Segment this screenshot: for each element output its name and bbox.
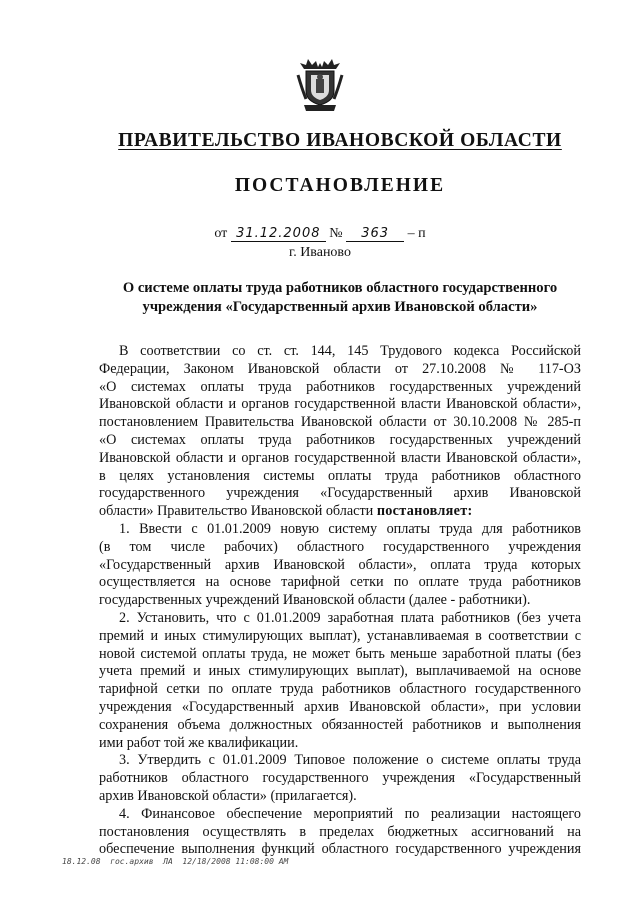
- decree-word: постановляет:: [376, 503, 473, 520]
- body-line: Ивановской области и органов государственной власти Ивановской области»,: [99, 396, 581, 413]
- item1-line: государственных учреждений Ивановской области (далее - работники).: [99, 592, 531, 609]
- item4-line: обеспечение выполнения функций областного государственного учреждения: [99, 841, 581, 858]
- document-type-title: ПОСТАНОВЛЕНИЕ: [234, 175, 446, 196]
- organization-title: ПРАВИТЕЛЬСТВО ИВАНОВСКОЙ ОБЛАСТИ: [118, 130, 562, 151]
- item1-line: осуществляется на основе тарифной сетки по оплате труда работников: [99, 574, 581, 591]
- body-line: государственного учреждения «Государственный архив Ивановской: [99, 485, 581, 502]
- body-line: [99, 503, 581, 521]
- item4-line: постановления осуществлять в пределах бюджетных ассигнований на: [99, 823, 581, 840]
- item1-line: «Государственный архив Ивановской области», оплата труда которых: [99, 556, 581, 573]
- body-line: В соответствии со ст. ст. 144, 145 Трудового кодекса Российской: [119, 343, 581, 359]
- item2-line: новой системой оплаты труда, не может быть меньше заработной платы (без: [99, 645, 581, 662]
- item2-line: 2. Установить, что с 01.01.2009 заработная плата работников (без учета: [119, 609, 581, 626]
- item1-line: (в том числе рабочих) областного государственного учреждения: [99, 538, 581, 555]
- body-line: Федерации, Законом Ивановской области от 27.10.2008 № 117-ОЗ: [99, 360, 581, 377]
- number-prefix: №: [329, 226, 343, 241]
- number-suffix: – п: [407, 226, 426, 241]
- body-line: «О системах оплаты труда работников государственных учреждений: [99, 378, 581, 395]
- footer-stamp: 18.12.08 гос.архив ЛА 12/18/2008 11:08:00 AM: [62, 857, 289, 866]
- heading-line: О системе оплаты труда работников областного государственного: [122, 280, 558, 296]
- item2-line: тарифной сетки по оплате труда работников областного государственного: [99, 681, 581, 698]
- item2-line: ими работ той же квалификации.: [99, 734, 299, 751]
- item2-line: учреждения «Государственный архив Ивановской области», при условии: [99, 698, 581, 715]
- document-number: 363: [346, 227, 404, 242]
- document-body: [99, 343, 581, 859]
- item1-line: 1. Ввести с 01.01.2009 новую систему оплаты труда для работников: [119, 520, 581, 537]
- body-line: в целях установления системы оплаты труда работников областного: [99, 467, 581, 484]
- body-line-text: области» Правительство Ивановской области: [99, 503, 374, 520]
- heading-line: учреждения «Государственный архив Ивановской области»: [142, 299, 538, 315]
- item2-line: сохранения объема должностных обязанностей работников и выполнения: [99, 716, 581, 733]
- city-name: г. Иваново: [289, 245, 351, 260]
- item3-line: 3. Утвердить с 01.01.2009 Типовое положение о системе оплаты труда: [119, 752, 581, 769]
- document-date: 31.12.2008: [231, 227, 326, 242]
- document-heading: [60, 279, 620, 317]
- item2-line: учета премий и иных стимулирующих выплат), выплачиваемой на основе: [99, 663, 581, 680]
- item2-line: премий и иных стимулирующих выплат), устанавливаемая в соответствии с: [99, 627, 581, 644]
- body-line: «О системах оплаты труда работников государственных учреждений: [99, 431, 581, 448]
- date-prefix: от: [214, 226, 228, 241]
- item4-line: 4. Финансовое обеспечение мероприятий по реализации настоящего: [119, 805, 581, 822]
- body-line: Ивановской области и органов государственной власти Ивановской области»,: [99, 449, 581, 466]
- item3-line: работников областного государственного учреждения «Государственный: [99, 770, 581, 787]
- body-line: постановлением Правительства Ивановской области от 30.10.2008 № 285-п: [99, 414, 581, 431]
- coat-of-arms-icon: [296, 55, 344, 113]
- item3-line: архив Ивановской области» (прилагается).: [99, 787, 357, 804]
- date-number-line: [0, 226, 640, 242]
